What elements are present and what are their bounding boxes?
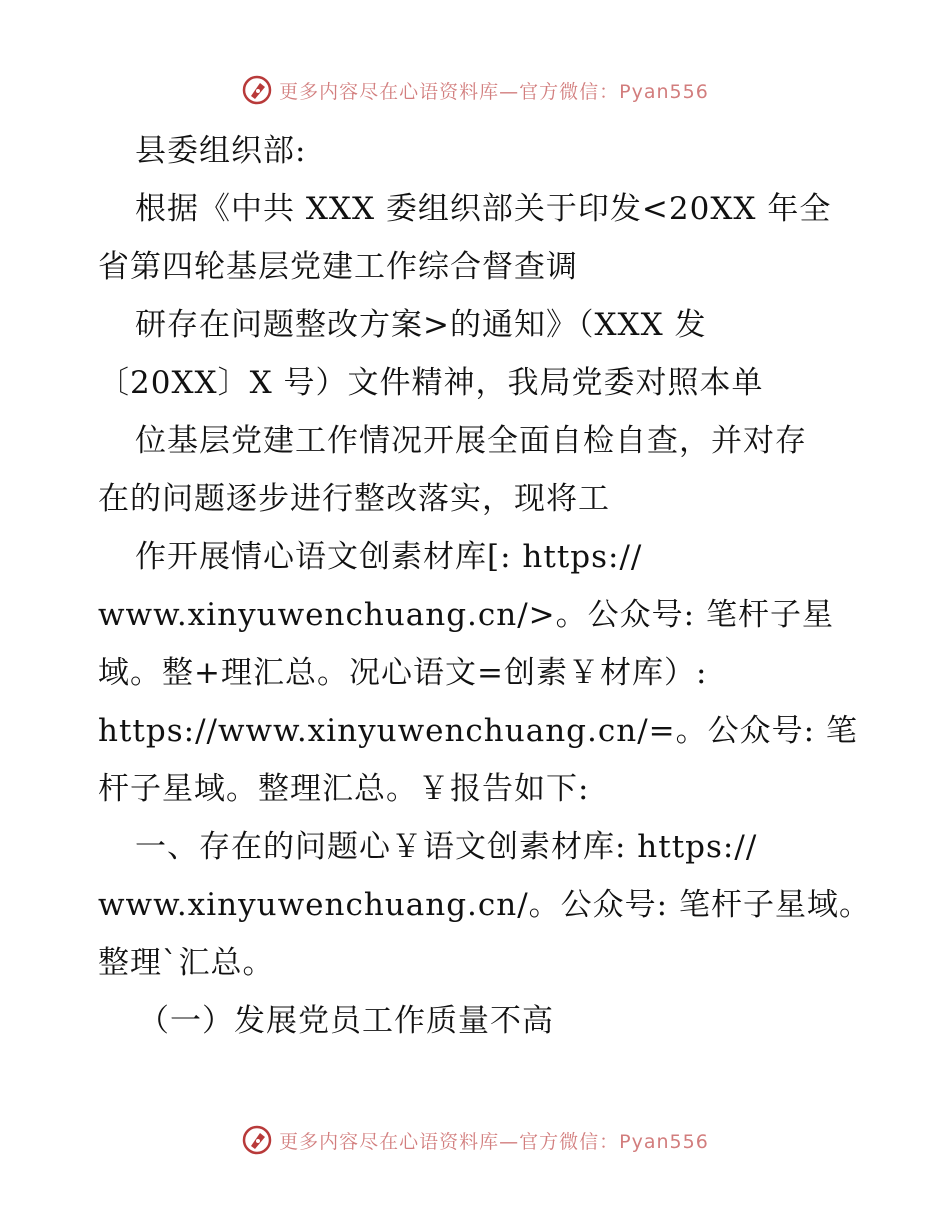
body-line-6: 位基层党建工作情况开展全面自检自查，并对存 — [135, 423, 807, 459]
pen-nib-logo-icon — [241, 1124, 273, 1156]
body-line-2: 根据《中共 XXX 委组织部关于印发<20XX 年全 — [135, 191, 832, 227]
section-heading: （一）发展党员工作质量不高 — [138, 1003, 554, 1039]
pen-nib-logo-icon — [241, 74, 273, 106]
body-line-3: 省第四轮基层党建工作综合督查调 — [98, 249, 578, 285]
document-body — [98, 122, 871, 1050]
body-line-13: 一、存在的问题心￥语文创素材库: https:// — [135, 829, 758, 865]
body-line-12: 杆子星域。整理汇总。￥报告如下: — [98, 771, 590, 807]
body-line-1: 县委组织部: — [135, 133, 307, 169]
body-line-5: 〔20XX〕X 号）文件精神，我局党委对照本单 — [98, 365, 764, 401]
body-line-8: 作开展情心语文创素材库[: https:// — [135, 539, 643, 575]
body-line-9: www.xinyuwenchuang.cn/>。公众号: 笔杆子星 — [98, 597, 834, 633]
body-line-15: 整理`汇总。 — [98, 945, 275, 981]
body-line-4: 研存在问题整改方案>的通知》（XXX 发 — [135, 307, 707, 343]
footer-banner — [0, 1120, 950, 1160]
body-line-10: 域。整+理汇总。况心语文=创素￥材库）: — [98, 655, 708, 691]
body-line-11: https://www.xinyuwenchuang.cn/=。公众号: 笔 — [98, 713, 858, 749]
body-line-7: 在的问题逐步进行整改落实，现将工 — [98, 481, 610, 517]
header-banner-text: 更多内容尽在心语资料库—官方微信：Pyan556 — [279, 80, 709, 103]
header-banner — [0, 70, 950, 110]
footer-banner-text: 更多内容尽在心语资料库—官方微信：Pyan556 — [279, 1130, 709, 1153]
body-line-14: www.xinyuwenchuang.cn/。公众号: 笔杆子星域。 — [98, 887, 871, 923]
